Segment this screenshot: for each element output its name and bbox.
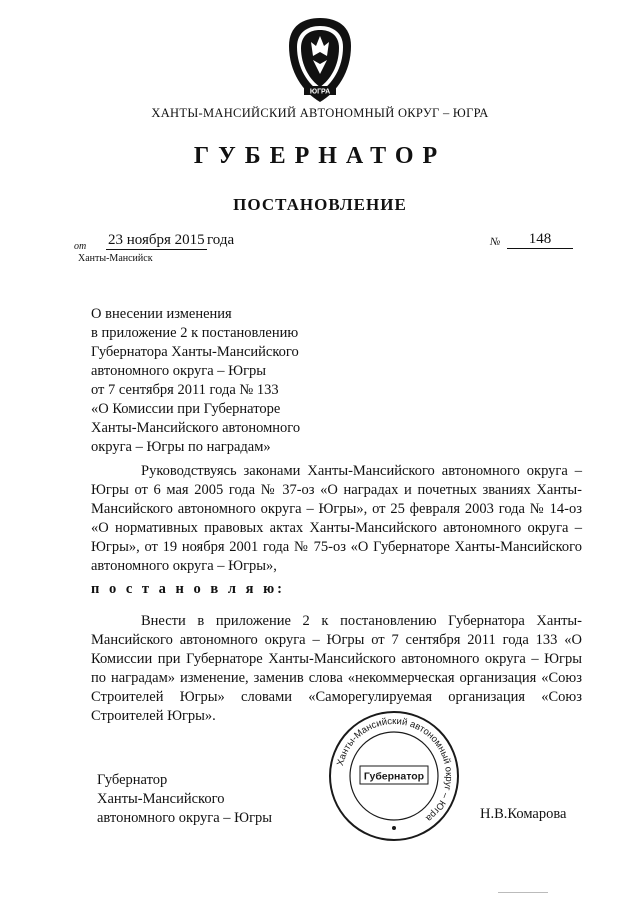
region-name: ХАНТЫ-МАНСИЙСКИЙ АВТОНОМНЫЙ ОКРУГ – ЮГРА xyxy=(151,106,489,120)
subject-line: Ханты-Мансийского автономного xyxy=(91,420,301,436)
document-type: ПОСТАНОВЛЕНИЕ xyxy=(233,195,407,214)
position-line: автономного округа – Югры xyxy=(97,810,273,826)
signatory-position xyxy=(97,771,272,828)
position-line: Губернатор xyxy=(97,772,168,788)
subject-line: «О Комиссии при Губернаторе xyxy=(91,401,281,417)
coat-of-arms-icon xyxy=(283,16,357,104)
document-date: 23 ноября 2015 xyxy=(108,232,205,248)
resolve-word: п о с т а н о в л я ю: xyxy=(91,581,285,597)
subject-line: округа – Югры по наградам» xyxy=(91,439,271,455)
stamp-ring-text: Ханты-Мансийский автономный округ – Югра xyxy=(335,715,455,824)
date-prefix: от xyxy=(74,241,87,252)
stamp-center-text: Губернатор xyxy=(363,770,425,783)
subject-line: Губернатора Ханты-Мансийского xyxy=(91,344,299,360)
clause-paragraph: Внести в приложение 2 к постановлению Губернатора Ханты-Мансийского автономного округа – Югры от 7 сентября 2011 года 133 «О Комиссии при Губернаторе Ханты-Мансийского автономного округа – Югры по наградам» изменение, заменив слова «некоммерческая организация «Союз Строителей Югры» словами «Саморегулируемая организация «Союз Строителей Югры». xyxy=(91,613,582,724)
number-prefix: № xyxy=(490,236,501,248)
subject-line: автономного округа – Югры xyxy=(91,363,267,379)
issue-city: Ханты-Мансийск xyxy=(78,253,153,264)
document-subject xyxy=(91,305,391,457)
document-number: 148 xyxy=(507,231,573,249)
page-edge-mark xyxy=(498,892,548,893)
signatory-name: Н.В.Комарова xyxy=(480,806,567,822)
subject-line: от 7 сентября 2011 года № 133 xyxy=(91,382,279,398)
authority-title: ГУБЕРНАТОР xyxy=(193,143,447,169)
position-line: Ханты-Мансийского xyxy=(97,791,225,807)
subject-line: О внесении изменения xyxy=(91,306,232,322)
date-suffix: года xyxy=(207,232,235,248)
emblem-caption: ЮГРА xyxy=(309,88,331,96)
official-stamp xyxy=(326,708,462,844)
subject-line: в приложение 2 к постановлению xyxy=(91,325,299,341)
preamble-paragraph: Руководствуясь законами Ханты-Мансийского автономного округа – Югры от 6 мая 2005 года № 37-оз «О наградах и почетных званиях Ханты-Мансийского автономного округа – Югры», от 25 февраля 2003 года № 14-оз «О нормативных правовых актах Ханты-Мансийского автономного округа – Югры», от 19 ноября 2001 года № 75-оз «О Губернаторе Ханты-Мансийского автономного округа – Югры», xyxy=(91,463,582,574)
